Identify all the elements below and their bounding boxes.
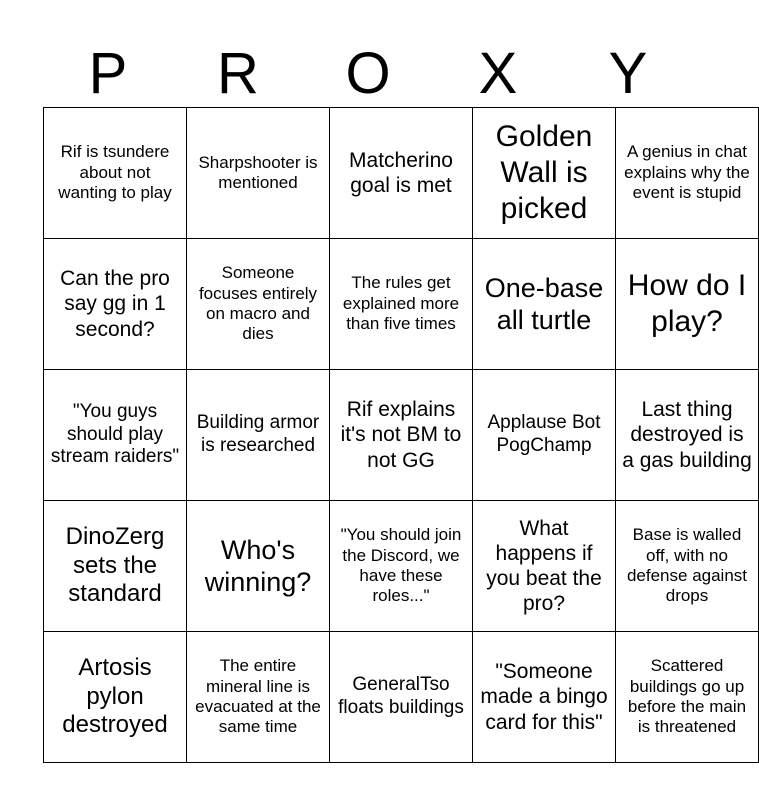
bingo-cell[interactable]: Applause Bot PogChamp bbox=[473, 370, 616, 501]
header-letter-r: R bbox=[217, 41, 259, 106]
bingo-row bbox=[44, 632, 759, 763]
header-letter-x: X bbox=[478, 41, 518, 106]
bingo-cell[interactable]: One-base all turtle bbox=[473, 239, 616, 370]
bingo-cell[interactable]: Artosis pylon destroyed bbox=[44, 632, 187, 763]
bingo-cell[interactable]: Someone focuses entirely on macro and dies bbox=[187, 239, 330, 370]
bingo-cell[interactable]: The entire mineral line is evacuated at the same time bbox=[187, 632, 330, 763]
bingo-cell[interactable]: Scattered buildings go up before the main is threatened bbox=[616, 632, 759, 763]
bingo-cell[interactable]: DinoZerg sets the standard bbox=[44, 501, 187, 632]
bingo-cell[interactable]: Matcherino goal is met bbox=[330, 108, 473, 239]
bingo-row bbox=[44, 108, 759, 239]
bingo-cell[interactable]: What happens if you beat the pro? bbox=[473, 501, 616, 632]
bingo-cell[interactable]: Golden Wall is picked bbox=[473, 108, 616, 239]
bingo-cell[interactable]: "Someone made a bingo card for this" bbox=[473, 632, 616, 763]
bingo-cell[interactable]: Can the pro say gg in 1 second? bbox=[44, 239, 187, 370]
bingo-cell[interactable]: "You should join the Discord, we have these roles..." bbox=[330, 501, 473, 632]
bingo-cell[interactable]: Rif is tsundere about not wanting to play bbox=[44, 108, 187, 239]
bingo-cell[interactable]: Sharpshooter is mentioned bbox=[187, 108, 330, 239]
bingo-row bbox=[44, 501, 759, 632]
bingo-cell[interactable]: Rif explains it's not BM to not GG bbox=[330, 370, 473, 501]
bingo-grid bbox=[43, 107, 759, 763]
header-letter-p: P bbox=[88, 41, 128, 106]
bingo-cell[interactable]: Building armor is researched bbox=[187, 370, 330, 501]
bingo-cell[interactable]: How do I play? bbox=[616, 239, 759, 370]
bingo-cell[interactable]: A genius in chat explains why the event is stupid bbox=[616, 108, 759, 239]
bingo-row bbox=[44, 370, 759, 501]
header-letter-o: O bbox=[345, 41, 391, 106]
bingo-cell[interactable]: "You guys should play stream raiders" bbox=[44, 370, 187, 501]
bingo-cell[interactable]: Base is walled off, with no defense against drops bbox=[616, 501, 759, 632]
bingo-cell[interactable]: GeneralTso floats buildings bbox=[330, 632, 473, 763]
bingo-header bbox=[43, 40, 693, 108]
header-letter-y: Y bbox=[608, 41, 648, 106]
bingo-row bbox=[44, 239, 759, 370]
bingo-cell[interactable]: Last thing destroyed is a gas building bbox=[616, 370, 759, 501]
bingo-cell[interactable]: The rules get explained more than five times bbox=[330, 239, 473, 370]
bingo-cell[interactable]: Who's winning? bbox=[187, 501, 330, 632]
